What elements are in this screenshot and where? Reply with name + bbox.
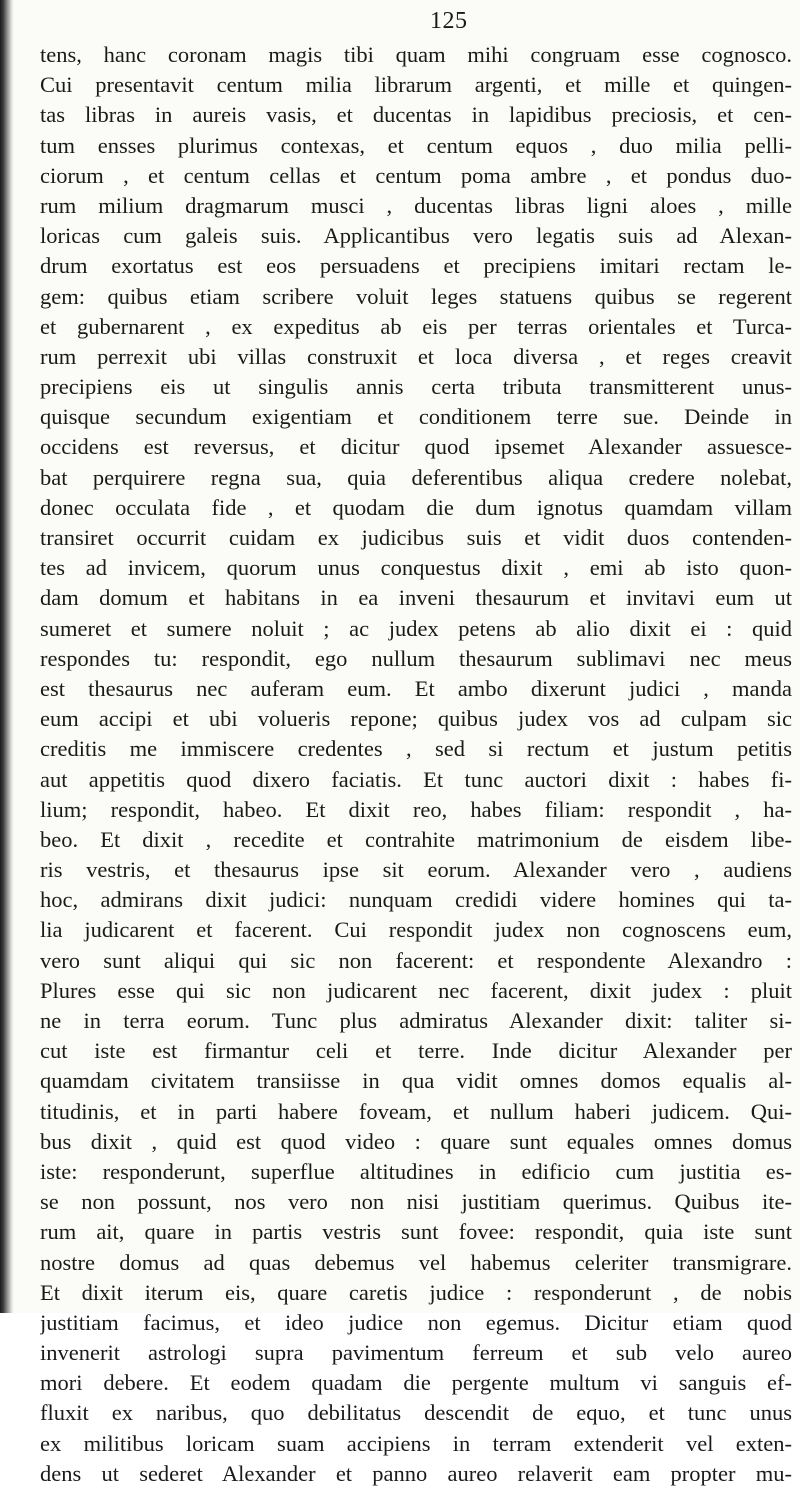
text-line: rum milium dragmarum musci , ducentas libras ligni aloes , mille	[40, 192, 792, 218]
text-line: beo. Et dixit , recedite et contrahite matrimonium de eisdem libe-	[40, 826, 792, 852]
text-line: respondes tu: respondit, ego nullum thesaurum sublimavi nec meus	[40, 645, 792, 671]
text-line: lia judicarent et facerent. Cui respondit judex non cognoscens eum,	[40, 917, 792, 943]
text-line: iste: responderunt, superflue altitudines in edificio cum justitia es-	[40, 1158, 792, 1184]
text-line: transiret occurrit cuidam ex judicibus suis et vidit duos contenden-	[40, 525, 792, 550]
text-line: tes ad invicem, quorum unus conquestus dixit , emi ab isto quon-	[40, 555, 792, 581]
text-line: nostre domus ad quas debemus vel habemus celeriter transmigrare.	[40, 1249, 792, 1275]
text-line: Et dixit iterum eis, quare caretis judice : responderunt , de nobis	[40, 1279, 792, 1305]
text-line: tas libras in aureis vasis, et ducentas in lapidibus preciosis, et cen-	[40, 102, 792, 128]
text-line: bat perquirere regna sua, quia deferentibus aliqua credere nolebat,	[40, 464, 792, 490]
text-line: loricas cum galeis suis. Applicantibus vero legatis suis ad Alexan-	[40, 223, 792, 249]
text-line: sumeret et sumere noluit ; ac judex petens ab alio dixit ei : quid	[40, 615, 792, 641]
text-line: Cui presentavit centum milia librarum argenti, et mille et quingen-	[40, 72, 792, 98]
text-line: drum exortatus est eos persuadens et precipiens imitari rectam le-	[40, 253, 792, 279]
text-line: creditis me immiscere credentes , sed si rectum et justum petitis	[40, 736, 792, 762]
text-line: justitiam facimus, et ideo judice non egemus. Dicitur etiam quod	[40, 1309, 792, 1335]
text-line: ex militibus loricam suam accipiens in terram extenderit vel exten-	[40, 1430, 792, 1456]
text-line: precipiens eis ut singulis annis certa tributa transmitterent unus-	[40, 374, 792, 400]
text-line: ne in terra eorum. Tunc plus admiratus Alexander dixit: taliter si-	[40, 1008, 792, 1033]
body-text	[40, 40, 792, 1489]
text-line: mori debere. Et eodem quadam die pergente multum vi sanguis ef-	[40, 1370, 792, 1396]
text-line: quisque secundum exigentiam et conditionem terre sue. Deinde in	[40, 404, 792, 430]
text-line: quamdam civitatem transiisse in qua vidit omnes domos equalis al-	[40, 1068, 792, 1094]
text-line: eum accipi et ubi volueris repone; quibus judex vos ad culpam sic	[40, 706, 792, 732]
text-line: et gubernarent , ex expeditus ab eis per terras orientales et Turca-	[40, 313, 792, 339]
text-line: titudinis, et in parti habere foveam, et nullum haberi judicem. Qui-	[40, 1098, 792, 1124]
text-line: ris vestris, et thesaurus ipse sit eorum. Alexander vero , audiens	[40, 857, 792, 883]
page-binding-edge	[0, 0, 14, 1313]
text-line: se non possunt, nos vero non nisi justitiam querimus. Quibus ite-	[40, 1189, 792, 1215]
text-line: lium; respondit, habeo. Et dixit reo, habes filiam: respondit , ha-	[40, 796, 792, 822]
text-line: invenerit astrologi supra pavimentum ferreum et sub velo aureo	[40, 1340, 792, 1366]
text-line: donec occulata fide , et quodam die dum ignotus quamdam villam	[40, 494, 792, 520]
text-line: occidens est reversus, et dicitur quod ipsemet Alexander assuesce-	[40, 434, 792, 460]
text-line: vero sunt aliqui qui sic non facerent: et respondente Alexandro :	[40, 947, 792, 973]
text-line: ciorum , et centum cellas et centum poma ambre , et pondus duo-	[40, 162, 792, 188]
text-line: Plures esse qui sic non judicarent nec facerent, dixit judex : pluit	[40, 977, 792, 1003]
text-line: cut iste est firmantur celi et terre. Inde dicitur Alexander per	[40, 1038, 792, 1064]
text-line: fluxit ex naribus, quo debilitatus descendit de equo, et tunc unus	[40, 1400, 792, 1426]
page-number: 125	[430, 8, 468, 34]
text-line: tum ensses plurimus contexas, et centum equos , duo milia pelli-	[40, 132, 792, 158]
text-line: rum ait, quare in partis vestris sunt fovee: respondit, quia iste sunt	[40, 1219, 792, 1245]
text-line: dens ut sederet Alexander et panno aureo relaverit eam propter mu-	[40, 1460, 792, 1486]
text-line: dam domum et habitans in ea inveni thesaurum et invitavi eum ut	[40, 585, 792, 611]
text-line: aut appetitis quod dixero faciatis. Et tunc auctori dixit : habes fi-	[40, 766, 792, 792]
text-line: rum perrexit ubi villas construxit et loca diversa , et reges creavit	[40, 343, 792, 369]
text-line: gem: quibus etiam scribere voluit leges statuens quibus se regerent	[40, 283, 792, 309]
text-line: bus dixit , quid est quod video : quare sunt equales omnes domus	[40, 1128, 792, 1154]
text-line: est thesaurus nec auferam eum. Et ambo dixerunt judici , manda	[40, 675, 792, 701]
text-line: hoc, admirans dixit judici: nunquam credidi videre homines qui ta-	[40, 887, 792, 913]
text-line: tens, hanc coronam magis tibi quam mihi congruam esse cognosco.	[40, 42, 792, 67]
